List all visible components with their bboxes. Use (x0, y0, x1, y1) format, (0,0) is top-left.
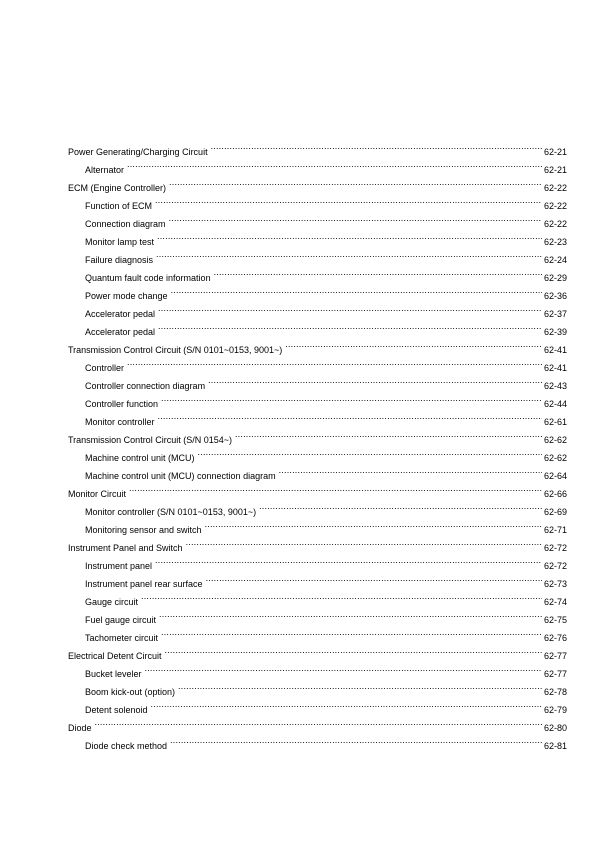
toc-entry[interactable] (68, 173, 567, 191)
toc-entry-page: 62-71 (543, 525, 567, 535)
toc-entry-title: Instrument panel (85, 561, 153, 571)
toc-entry-title: Failure diagnosis (85, 255, 154, 265)
toc-subentry[interactable] (68, 155, 567, 173)
toc-entry-page: 62-22 (543, 201, 567, 211)
toc-entry-page: 62-62 (543, 453, 567, 463)
toc-dot-leader (208, 371, 542, 389)
toc-entry-title: Bucket leveler (85, 669, 142, 679)
toc-entry-page: 62-76 (543, 633, 567, 643)
toc-entry-title: Controller (85, 363, 125, 373)
toc-entry-page: 62-23 (543, 237, 567, 247)
toc-entry-page: 62-29 (543, 273, 567, 283)
toc-entry-page: 62-41 (543, 363, 567, 373)
toc-dot-leader (141, 587, 542, 605)
toc-entry-page: 62-36 (543, 291, 567, 301)
toc-dot-leader (214, 263, 542, 281)
toc-entry-page: 62-75 (543, 615, 567, 625)
toc-entry-title: Diode check method (85, 741, 168, 751)
toc-entry-title: Instrument Panel and Switch (68, 543, 183, 553)
toc-entry-title: Monitor controller (S/N 0101~0153, 9001~) (85, 507, 257, 517)
toc-entry-page: 62-72 (543, 543, 567, 553)
toc-entry-title: Transmission Control Circuit (S/N 0101~0153, 9001~) (68, 345, 283, 355)
toc-entry-title: Accelerator pedal (85, 309, 156, 319)
toc-entry-title: Power Generating/Charging Circuit (68, 147, 208, 157)
toc-dot-leader (127, 353, 542, 371)
toc-dot-leader (156, 245, 542, 263)
toc-dot-leader (155, 191, 542, 209)
toc-entry-page: 62-22 (543, 183, 567, 193)
toc-entry-title: Detent solenoid (85, 705, 148, 715)
toc-entry-page: 62-81 (543, 741, 567, 751)
toc-entry-title: Accelerator pedal (85, 327, 156, 337)
toc-dot-leader (145, 659, 542, 677)
toc-entry-title: Quantum fault code information (85, 273, 211, 283)
toc-dot-leader (151, 695, 542, 713)
toc-dot-leader (198, 443, 542, 461)
toc-entry[interactable] (68, 713, 567, 731)
toc-entry-title: Fuel gauge circuit (85, 615, 157, 625)
toc-entry-page: 62-41 (543, 345, 567, 355)
toc-subentry[interactable] (68, 497, 567, 515)
toc-entry-title: Gauge circuit (85, 597, 139, 607)
toc-entry-title: Instrument panel rear surface (85, 579, 203, 589)
toc-entry-page: 62-61 (543, 417, 567, 427)
toc-subentry[interactable] (68, 731, 567, 749)
toc-dot-leader (235, 425, 542, 443)
toc-dot-leader (285, 335, 542, 353)
toc-entry-title: Monitor lamp test (85, 237, 155, 247)
toc-dot-leader (159, 605, 542, 623)
toc-entry-title: Monitor controller (85, 417, 155, 427)
toc-dot-leader (161, 623, 542, 641)
toc-entry-title: Machine control unit (MCU) connection diagram (85, 471, 276, 481)
toc-dot-leader (95, 713, 542, 731)
toc-entry-title: Diode (68, 723, 92, 733)
toc-subentry[interactable] (68, 353, 567, 371)
toc-entry-page: 62-77 (543, 669, 567, 679)
toc-dot-leader (165, 641, 542, 659)
toc-entry[interactable] (68, 137, 567, 155)
toc-dot-leader (170, 731, 542, 749)
toc-subentry[interactable] (68, 677, 567, 695)
toc-dot-leader (161, 389, 542, 407)
toc-dot-leader (205, 515, 542, 533)
toc-entry-page: 62-22 (543, 219, 567, 229)
toc-entry-title: Function of ECM (85, 201, 153, 211)
toc-dot-leader (178, 677, 542, 695)
toc-entry-page: 62-72 (543, 561, 567, 571)
toc-entry-page: 62-79 (543, 705, 567, 715)
toc-entry-title: Machine control unit (MCU) (85, 453, 195, 463)
toc-subentry[interactable] (68, 371, 567, 389)
toc-entry-title: Monitoring sensor and switch (85, 525, 202, 535)
toc-entry-title: Connection diagram (85, 219, 166, 229)
toc-entry-title: Power mode change (85, 291, 168, 301)
toc-entry-page: 62-78 (543, 687, 567, 697)
toc-entry-page: 62-69 (543, 507, 567, 517)
toc-entry-title: Transmission Control Circuit (S/N 0154~) (68, 435, 232, 445)
toc-dot-leader (211, 137, 542, 155)
toc-entry-title: ECM (Engine Controller) (68, 183, 167, 193)
toc-dot-leader (169, 173, 542, 191)
toc-dot-leader (155, 551, 542, 569)
toc-entry-page: 62-74 (543, 597, 567, 607)
toc-subentry[interactable] (68, 587, 567, 605)
toc-entry-title: Monitor Circuit (68, 489, 127, 499)
toc-entry-page: 62-80 (543, 723, 567, 733)
toc-entry-title: Controller connection diagram (85, 381, 206, 391)
toc-entry-title: Controller function (85, 399, 159, 409)
toc-dot-leader (169, 209, 542, 227)
toc-dot-leader (171, 281, 542, 299)
toc-entry-page: 62-66 (543, 489, 567, 499)
toc-entry-page: 62-62 (543, 435, 567, 445)
toc-entry-page: 62-37 (543, 309, 567, 319)
toc-entry-page: 62-44 (543, 399, 567, 409)
toc-dot-leader (127, 155, 542, 173)
toc-entry-page: 62-21 (543, 165, 567, 175)
toc-dot-leader (259, 497, 542, 515)
toc-entry-title: Alternator (85, 165, 125, 175)
toc-entry[interactable] (68, 479, 567, 497)
toc-dot-leader (158, 317, 542, 335)
toc-dot-leader (158, 407, 542, 425)
table-of-contents (68, 137, 567, 749)
toc-entry-page: 62-43 (543, 381, 567, 391)
toc-entry-page: 62-77 (543, 651, 567, 661)
toc-entry-page: 62-64 (543, 471, 567, 481)
toc-entry-page: 62-73 (543, 579, 567, 589)
toc-subentry[interactable] (68, 605, 567, 623)
toc-dot-leader (129, 479, 542, 497)
toc-entry-page: 62-21 (543, 147, 567, 157)
toc-entry-title: Boom kick-out (option) (85, 687, 176, 697)
toc-dot-leader (158, 299, 542, 317)
toc-entry-page: 62-24 (543, 255, 567, 265)
toc-entry-title: Tachometer circuit (85, 633, 159, 643)
toc-dot-leader (186, 533, 542, 551)
toc-dot-leader (206, 569, 542, 587)
toc-entry-page: 62-39 (543, 327, 567, 337)
toc-dot-leader (157, 227, 542, 245)
toc-dot-leader (279, 461, 542, 479)
toc-entry-title: Electrical Detent Circuit (68, 651, 162, 661)
